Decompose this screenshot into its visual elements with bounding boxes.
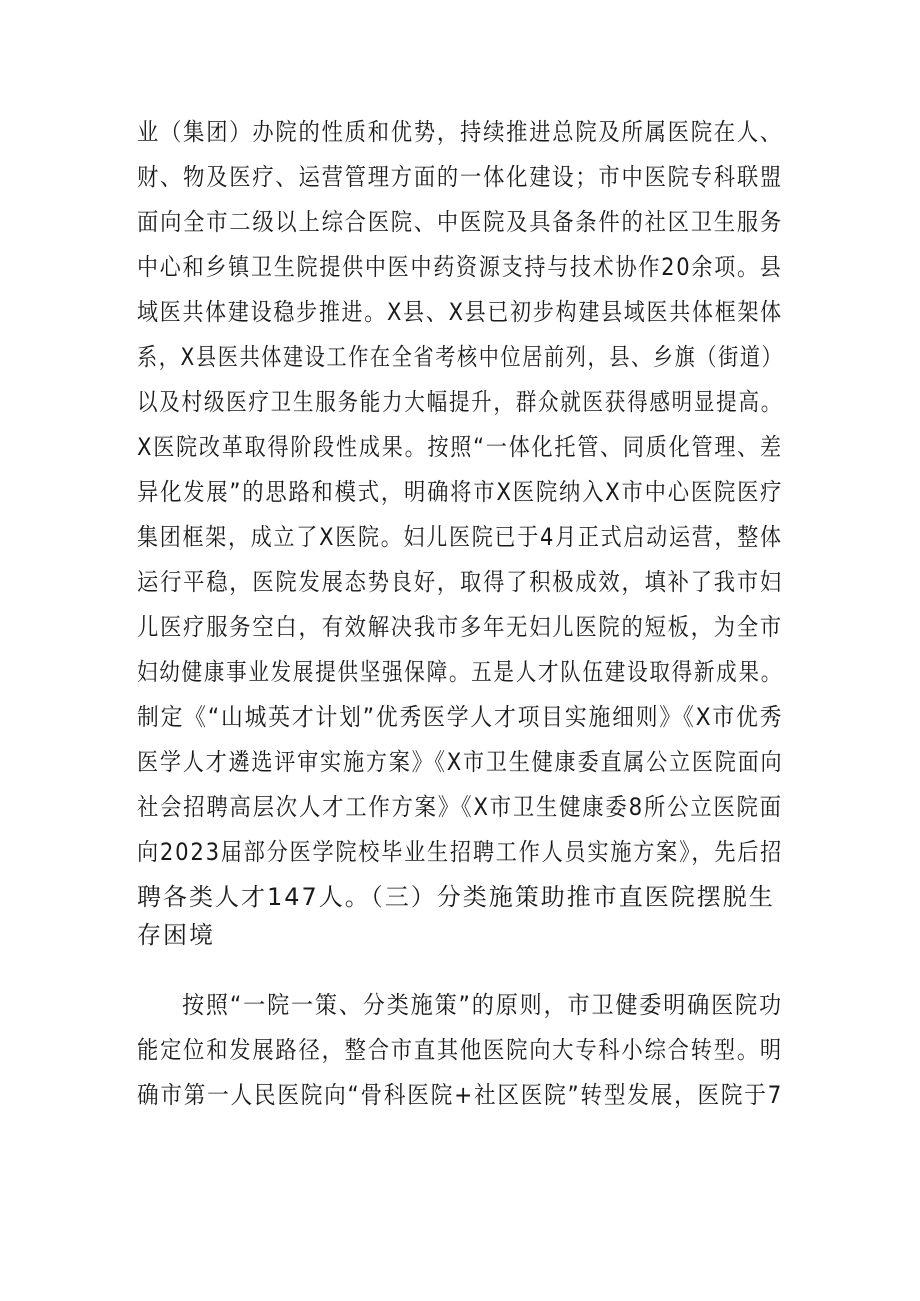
text-line: 按照“一院一策、分类施策”的原则，市卫健委明确医院功 — [182, 991, 783, 1019]
text-line: 聘各类人才147人。（三）分类施策助推市直医院摆脱生 — [137, 883, 775, 911]
text-line: 集团框架，成立了X医院。妇儿医院已于4月正式启动运营，整体 — [137, 523, 783, 551]
text-line: 中心和乡镇卫生院提供中医中药资源支持与技术协作20余项。县 — [137, 253, 783, 281]
text-line: X医院改革取得阶段性成果。按照“一体化托管、同质化管理、差 — [137, 433, 783, 461]
text-line: 面向全市二级以上综合医院、中医院及具备条件的社区卫生服务 — [137, 208, 783, 236]
text-line: 业（集团）办院的性质和优势，持续推进总院及所属医院在人、 — [137, 118, 783, 146]
text-line: 儿医疗服务空白，有效解决我市多年无妇儿医院的短板，为全市 — [137, 613, 783, 641]
text-line: 域医共体建设稳步推进。X县、X县已初步构建县域医共体框架体 — [137, 298, 783, 326]
text-line: 妇幼健康事业发展提供坚强保障。五是人才队伍建设取得新成果。 — [137, 658, 783, 686]
section-heading-tail: 存困境 — [137, 921, 215, 949]
text-line: 制定《“山城英才计划”优秀医学人才项目实施细则》《X市优秀 — [137, 703, 784, 731]
text-line: 财、物及医疗、运营管理方面的一体化建设；市中医院专科联盟 — [137, 163, 783, 191]
text-line: 社会招聘高层次人才工作方案》《X市卫生健康委8所公立医院面 — [137, 793, 783, 821]
text-line: 医学人才遴选评审实施方案》《X市卫生健康委直属公立医院面向 — [137, 748, 784, 776]
text-line: 确市第一人民医院向“骨科医院+社区医院”转型发展，医院于7 — [137, 1081, 784, 1109]
text-line: 能定位和发展路径，整合市直其他医院向大专科小综合转型。明 — [137, 1036, 783, 1064]
text-line: 运行平稳，医院发展态势良好，取得了积极成效，填补了我市妇 — [137, 568, 783, 596]
text-line: 向2023届部分医学院校毕业生招聘工作人员实施方案》，先后招 — [137, 838, 784, 866]
text-line: 异化发展”的思路和模式，明确将市X医院纳入X市中心医院医疗 — [137, 478, 784, 506]
text-line: 以及村级医疗卫生服务能力大幅提升，群众就医获得感明显提高。 — [137, 388, 783, 416]
text-line: 系，X县医共体建设工作在全省考核中位居前列，县、乡旗（街道） — [137, 343, 784, 371]
